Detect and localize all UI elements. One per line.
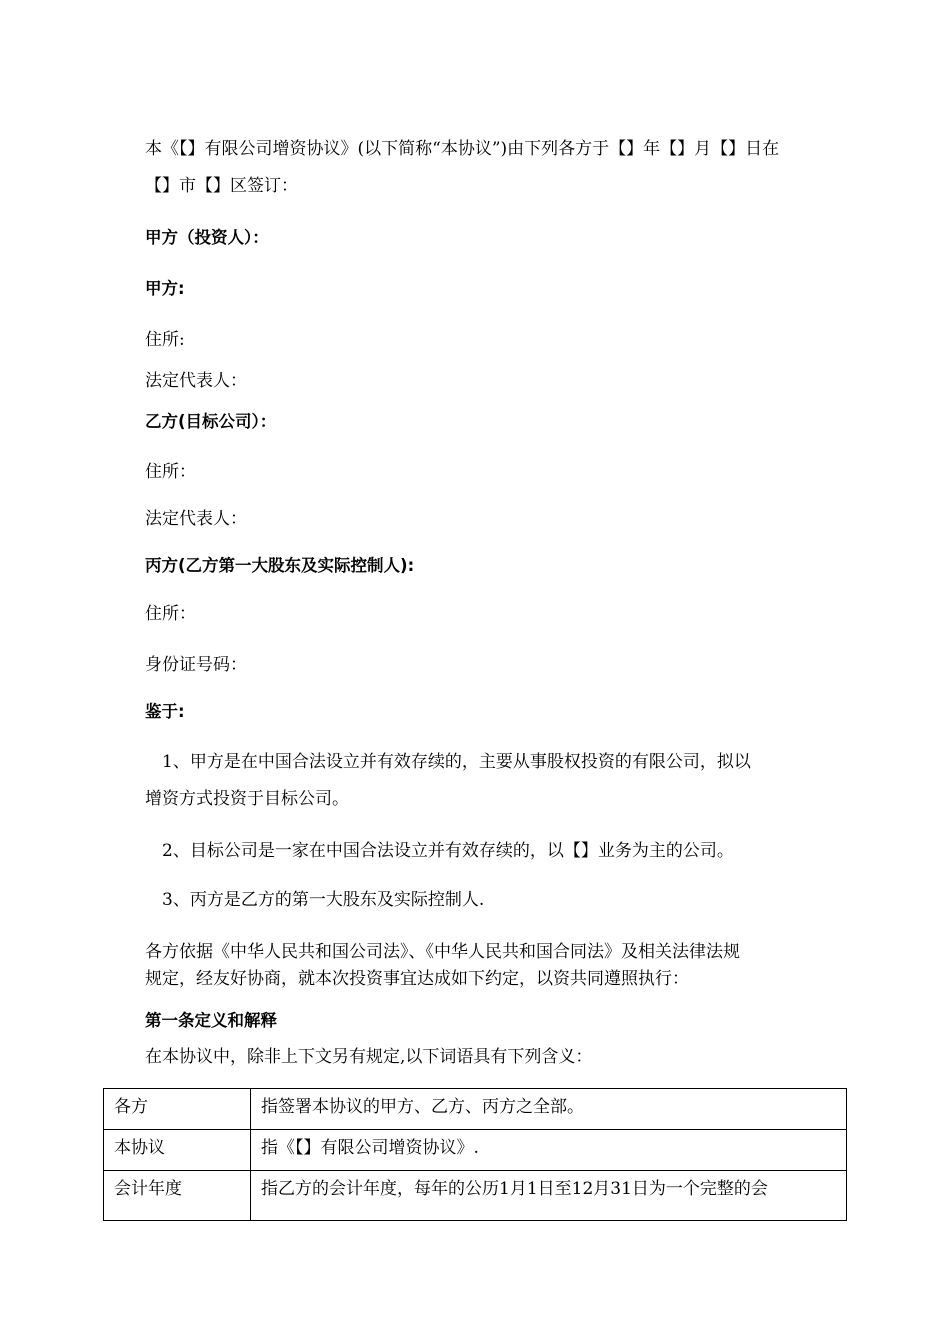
party-c-heading: 丙方(乙方第一大股东及实际控制人): [145,556,415,575]
party-c-id-label: 身份证号码： [145,655,247,675]
whereas-item-1-line-1: 1、甲方是在中国合法设立并有效存续的，主要从事股权投资的有限公司，拟以 [162,752,751,772]
whereas-item-2: 2、目标公司是一家在中国合法设立并有效存续的，以【】业务为主的公司。 [162,841,734,861]
intro-line-2: 【】市【】区签订： [145,176,298,196]
basis-line-2: 规定，经友好协商，就本次投资事宜达成如下约定，以资共同遵照执行： [145,969,689,989]
definition-term: 本协议 [104,1130,251,1171]
definition-meaning: 指签署本协议的甲方、乙方、丙方之全部。 [251,1089,847,1130]
party-a-heading: 甲方: [145,279,185,298]
whereas-item-3: 3、丙方是乙方的第一大股东及实际控制人. [162,890,485,910]
party-b-heading: 乙方(目标公司）： [145,412,277,431]
definition-meaning: 指乙方的会计年度，每年的公历1月1日至12月31日为一个完整的会 [251,1171,847,1221]
table-row [104,1171,847,1221]
whereas-item-1-line-2: 增资方式投资于目标公司。 [145,789,349,809]
whereas-heading: 鉴于: [145,702,185,721]
table-row [104,1130,847,1171]
party-a-investor-heading: 甲方（投资人）： [145,228,269,247]
party-b-rep-label: 法定代表人： [145,509,247,529]
party-a-rep-label: 法定代表人： [145,371,247,391]
intro-line-1: 本《【】有限公司增资协议》(以下简称“本协议”)由下列各方于【】年【】月【】日在 [145,139,780,159]
party-c-address-label: 住所： [145,604,196,624]
basis-line-1: 各方依据《中华人民共和国公司法》、《中华人民共和国合同法》及相关法律法规 [145,942,740,962]
party-b-address-label: 住所： [145,462,196,482]
definition-term: 会计年度 [104,1171,251,1221]
article-1-heading: 第一条定义和解释 [145,1011,277,1030]
definitions-table [103,1088,847,1221]
article-1-intro: 在本协议中，除非上下文另有规定,以下词语具有下列含义： [145,1047,593,1067]
definition-term: 各方 [104,1089,251,1130]
table-row [104,1089,847,1130]
party-a-address-label: 住所: [145,330,185,350]
definition-meaning: 指《【】有限公司增资协议》. [251,1130,847,1171]
